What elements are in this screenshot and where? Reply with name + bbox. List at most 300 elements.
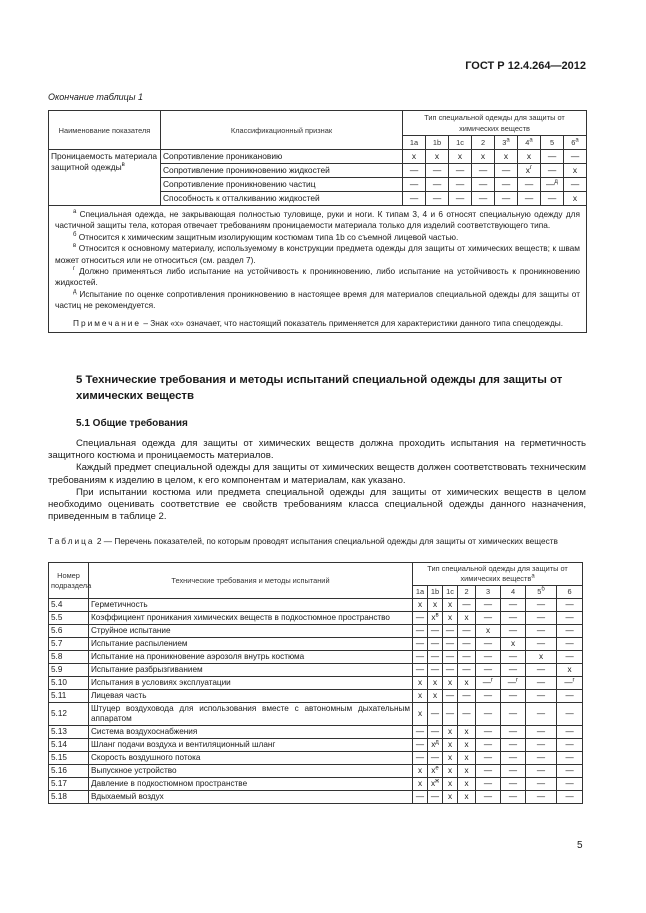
cell-value: — <box>483 753 493 762</box>
type-cell <box>557 703 583 726</box>
type-cell <box>458 739 476 752</box>
type-cell <box>501 612 526 625</box>
table2-type-group-text: Тип специальной одежды для защиты от химических веществ <box>427 564 568 583</box>
requirement-cell: Шланг подачи воздуха и вентиляционный шланг <box>89 739 413 752</box>
cell-value: x <box>447 600 453 609</box>
cell-value: — <box>536 727 546 736</box>
type-cell <box>426 192 449 206</box>
type-cell <box>413 703 428 726</box>
cell-value: — <box>508 766 518 775</box>
cell-value: — <box>508 753 518 762</box>
type-cell <box>443 612 458 625</box>
type-cell <box>501 599 526 612</box>
section-body <box>48 438 586 523</box>
type-cell <box>458 651 476 664</box>
type-label: 1c <box>456 138 464 147</box>
type-cell <box>413 739 428 752</box>
type-cell <box>428 703 443 726</box>
cell-value: — <box>455 179 465 189</box>
cell-value: — <box>565 727 574 736</box>
type-cell <box>413 726 428 739</box>
cell-value: x <box>430 779 436 788</box>
type-cell <box>557 612 583 625</box>
cell-value: — <box>483 709 493 718</box>
type-cell <box>472 150 495 164</box>
cell-value: x <box>538 652 544 661</box>
cell-value: x <box>457 151 463 161</box>
type-cell <box>526 726 557 739</box>
type-cell <box>428 638 443 651</box>
cell-value: — <box>565 626 574 635</box>
type-cell <box>526 651 557 664</box>
type-cell <box>426 150 449 164</box>
type-cell <box>458 752 476 765</box>
type-cell <box>501 726 526 739</box>
type-cell <box>501 664 526 677</box>
type-cell <box>557 690 583 703</box>
type-cell <box>476 625 501 638</box>
cell-value: x <box>447 678 453 687</box>
cell-value: — <box>430 792 440 801</box>
type-label: 5 <box>549 138 555 147</box>
type-cell <box>476 778 501 791</box>
cell-value: — <box>508 652 518 661</box>
cell-value: — <box>508 600 518 609</box>
cell-value: — <box>536 709 546 718</box>
table-row <box>49 726 583 739</box>
type-cell <box>413 612 428 625</box>
cell-value: — <box>536 691 546 700</box>
cell-value: — <box>508 779 518 788</box>
type-cell <box>495 150 518 164</box>
cell-value: x <box>464 779 469 788</box>
cell-value: x <box>567 665 572 674</box>
cell-value: x <box>447 727 453 736</box>
type-cell <box>443 765 458 778</box>
table2-header-number: Номер подраздела <box>49 563 89 599</box>
cell-value: — <box>524 193 534 203</box>
type-cell <box>472 164 495 178</box>
requirement-cell: Испытание разбрызгиванием <box>89 664 413 677</box>
type-cell <box>526 664 557 677</box>
type-label: 2 <box>480 138 486 147</box>
requirement-cell: Система воздухоснабжения <box>89 726 413 739</box>
cell-value: — <box>536 766 546 775</box>
type-cell <box>443 599 458 612</box>
footnote-text: Относится к химическим защитным изолирующим костюмам типа 1b со съемной лицевой частью. <box>76 231 459 242</box>
type-cell <box>557 726 583 739</box>
cell-value: — <box>415 639 425 648</box>
type-header-6 <box>564 136 587 150</box>
cell-value: — <box>445 639 455 648</box>
cell-value: — <box>536 678 546 687</box>
subsection-number: 5.6 <box>49 625 89 638</box>
cell-value: — <box>415 652 425 661</box>
type-label: 1b <box>432 138 442 147</box>
type-cell <box>526 599 557 612</box>
type-cell <box>476 703 501 726</box>
cell-value: x <box>431 613 436 622</box>
type-cell <box>476 664 501 677</box>
cell-value: — <box>483 766 493 775</box>
table2-header-requirements: Технические требования и методы испытаний <box>89 563 413 599</box>
cell-value: x <box>447 792 453 801</box>
type-cell <box>501 677 526 690</box>
type-header-2 <box>472 136 495 150</box>
type-cell <box>526 638 557 651</box>
cell-value: — <box>462 665 471 674</box>
type-cell <box>449 178 472 192</box>
criterion-cell: Сопротивление проникновению жидкостей <box>161 164 403 178</box>
cell-value: — <box>507 678 516 687</box>
type-cell <box>428 765 443 778</box>
cell-value: — <box>415 792 425 801</box>
type-cell <box>501 752 526 765</box>
type-cell <box>564 178 587 192</box>
cell-value: — <box>462 652 471 661</box>
cell-value: — <box>430 709 440 718</box>
cell-value: — <box>565 709 574 718</box>
subsection-number: 5.18 <box>49 791 89 804</box>
type-header-2 <box>458 586 476 599</box>
type-cell <box>501 625 526 638</box>
footnote <box>55 243 580 266</box>
table-row <box>49 690 583 703</box>
type-cell <box>443 638 458 651</box>
type-cell <box>413 791 428 804</box>
cell-value: — <box>536 665 546 674</box>
cell-value: x <box>464 766 469 775</box>
footnote <box>55 209 580 232</box>
footnote-mark: в <box>73 243 77 250</box>
cell-value: x <box>464 740 469 749</box>
footnote-mark: г <box>515 677 519 684</box>
type-cell <box>413 690 428 703</box>
footnote-mark: в <box>435 612 439 619</box>
cell-value: — <box>501 193 511 203</box>
cell-value: — <box>430 639 440 648</box>
cell-value: — <box>432 193 442 203</box>
type-label: 4 <box>525 138 530 147</box>
cell-value: — <box>536 639 546 648</box>
cell-value: — <box>565 691 574 700</box>
cell-value: — <box>432 179 442 189</box>
footnote-mark: ж <box>435 778 440 785</box>
cell-value: — <box>483 652 493 661</box>
type-header-1b <box>426 136 449 150</box>
cell-value: — <box>483 600 493 609</box>
cell-value: x <box>510 639 516 648</box>
cell-value: — <box>547 165 557 175</box>
subsection-number: 5.4 <box>49 599 89 612</box>
table-row <box>49 651 583 664</box>
type-cell <box>443 739 458 752</box>
footnote-mark: д <box>435 739 439 746</box>
cell-value: — <box>524 179 534 189</box>
footnote-mark: б <box>541 586 545 593</box>
criterion-cell: Сопротивление проникановию <box>161 150 403 164</box>
type-cell <box>472 178 495 192</box>
table-row <box>49 778 583 791</box>
footnote <box>55 232 580 243</box>
cell-value: — <box>483 779 493 788</box>
footnote-mark: в <box>121 162 125 169</box>
footnote-mark: а <box>506 137 510 144</box>
type-cell <box>443 664 458 677</box>
criterion-cell: Способность к отталкиванию жидкостей <box>161 192 403 206</box>
requirement-cell: Испытания в условиях эксплуатации <box>89 677 413 690</box>
requirement-cell: Испытание распылением <box>89 638 413 651</box>
requirement-cell: Герметичность <box>89 599 413 612</box>
type-header-3 <box>476 586 501 599</box>
type-cell <box>557 651 583 664</box>
type-header-6 <box>557 586 583 599</box>
type-cell <box>458 703 476 726</box>
cell-value: x <box>572 193 578 203</box>
type-cell <box>458 612 476 625</box>
type-cell <box>413 778 428 791</box>
type-cell <box>526 765 557 778</box>
cell-value: — <box>536 613 546 622</box>
type-cell <box>413 638 428 651</box>
cell-value: — <box>445 665 455 674</box>
type-cell <box>426 164 449 178</box>
subsection-number: 5.14 <box>49 739 89 752</box>
cell-value: — <box>508 665 518 674</box>
cell-value: x <box>464 753 469 762</box>
cell-value: — <box>508 740 518 749</box>
cell-value: — <box>536 740 546 749</box>
type-cell <box>476 739 501 752</box>
cell-value: — <box>430 665 440 674</box>
subsection-number: 5.15 <box>49 752 89 765</box>
type-cell <box>428 739 443 752</box>
cell-value: — <box>536 753 546 762</box>
table2 <box>48 562 583 804</box>
type-cell <box>443 703 458 726</box>
cell-value: — <box>483 792 493 801</box>
table1 <box>48 110 587 333</box>
requirement-cell: Испытание на проникновение аэрозоля внутрь костюма <box>89 651 413 664</box>
cell-value: — <box>570 151 580 161</box>
type-cell <box>541 164 564 178</box>
footnote-mark: а <box>575 137 579 144</box>
type-cell <box>443 625 458 638</box>
type-cell <box>526 739 557 752</box>
cell-value: x <box>525 165 530 175</box>
type-cell <box>501 739 526 752</box>
cell-value: x <box>503 151 509 161</box>
type-cell <box>403 192 426 206</box>
cell-value: — <box>565 652 574 661</box>
type-cell <box>428 625 443 638</box>
cell-value: — <box>462 691 471 700</box>
type-cell <box>413 677 428 690</box>
cell-value: x <box>434 151 440 161</box>
type-cell <box>526 703 557 726</box>
paragraph: Специальная одежда для защиты от химических веществ должна проходить испытания на герметичность защитного костюма и проницаемость материалов. <box>48 438 586 462</box>
table1-header-type-group: Тип специальной одежды для защиты от химических веществ <box>403 111 587 136</box>
cell-value: — <box>565 639 574 648</box>
type-cell <box>476 752 501 765</box>
requirement-cell: Штуцер воздуховода для использования вместе с автономным дыхательным аппаратом <box>89 703 413 726</box>
table-row <box>49 739 583 752</box>
type-cell <box>476 612 501 625</box>
cell-value: — <box>483 613 493 622</box>
type-label: 1a <box>409 138 419 147</box>
cell-value: — <box>547 193 557 203</box>
cell-value: x <box>447 753 453 762</box>
type-cell <box>495 164 518 178</box>
cell-value: — <box>462 709 471 718</box>
cell-value: — <box>508 727 518 736</box>
requirement-cell: Выпускное устройство <box>89 765 413 778</box>
cell-value: — <box>445 626 455 635</box>
cell-value: — <box>508 613 518 622</box>
cell-value: — <box>483 691 493 700</box>
type-header-1b <box>428 586 443 599</box>
table-row <box>49 664 583 677</box>
cell-value: x <box>464 792 469 801</box>
cell-value: — <box>445 709 455 718</box>
cell-value: — <box>508 709 518 718</box>
table2-header-type-group <box>413 563 583 586</box>
subsection-number: 5.5 <box>49 612 89 625</box>
type-cell <box>413 752 428 765</box>
type-cell <box>557 664 583 677</box>
type-header-4 <box>518 136 541 150</box>
cell-value: — <box>508 792 518 801</box>
type-header-1c <box>443 586 458 599</box>
type-label: 1a <box>415 587 425 596</box>
footnote-mark: а <box>73 209 77 216</box>
cell-value: — <box>445 652 455 661</box>
cell-value: — <box>570 179 580 189</box>
cell-value: x <box>417 766 423 775</box>
cell-value: — <box>415 753 425 762</box>
type-label: 6 <box>571 138 576 147</box>
type-cell <box>518 192 541 206</box>
cell-value: — <box>483 727 493 736</box>
cell-value: — <box>501 165 511 175</box>
type-cell <box>518 150 541 164</box>
cell-value: — <box>409 165 419 175</box>
type-cell <box>526 752 557 765</box>
footnote-text: Относится к основному материалу, используемому в конструкции предмета одежды для защиты от химических веществ; к швам может относиться или не относиться (см. раздел 7). <box>55 243 580 265</box>
type-cell <box>403 164 426 178</box>
cell-value: — <box>462 626 471 635</box>
cell-value: x <box>464 613 469 622</box>
type-label: 4 <box>510 587 516 596</box>
subsection-number: 5.9 <box>49 664 89 677</box>
type-cell <box>518 164 541 178</box>
cell-value: — <box>462 639 471 648</box>
cell-value: — <box>430 727 440 736</box>
type-cell <box>428 778 443 791</box>
type-cell <box>501 638 526 651</box>
footnote-text: Испытание по оценке сопротивления проникновению в настоящее время для материалов специальной одежды для защиты от частиц не рекомендуется. <box>55 288 580 311</box>
type-cell <box>557 752 583 765</box>
cell-value: — <box>432 165 442 175</box>
cell-value: — <box>501 179 511 189</box>
cell-value: — <box>478 179 488 189</box>
footnote-text: Специальная одежда, не закрывающая полностью туловище, руки и ноги. К типам 3, 4 и 6 относят специальную одежду для частичной защиты тела, которая отвечает требованиям проницаемости материала только для изделий соответствующего типа. <box>55 209 580 231</box>
cell-value: — <box>415 727 425 736</box>
table-row <box>49 677 583 690</box>
subsection-number: 5.11 <box>49 690 89 703</box>
cell-value: — <box>565 613 574 622</box>
footnote <box>55 289 580 312</box>
type-cell <box>428 726 443 739</box>
page-number: 5 <box>577 840 583 851</box>
cell-value: — <box>565 792 574 801</box>
cell-value: — <box>508 626 518 635</box>
type-cell <box>428 612 443 625</box>
cell-value: — <box>483 740 493 749</box>
footnotes-row <box>49 206 587 333</box>
table-row <box>49 765 583 778</box>
cell-value: x <box>485 626 491 635</box>
type-cell <box>458 625 476 638</box>
cell-value: x <box>464 678 469 687</box>
type-cell <box>413 651 428 664</box>
subsection-number: 5.7 <box>49 638 89 651</box>
type-cell <box>501 765 526 778</box>
footnote-mark: д <box>554 179 558 186</box>
footnote-mark: д <box>73 289 77 296</box>
footnote-text: Должно применяться либо испытание на устойчивость к проникновению, либо испытание на устойчивость к проникновению жидкостей. <box>55 266 580 288</box>
paragraph: При испытании костюма или предмета специальной одежды для защиты от химических веществ в целом необходимо оценивать соответствие ее свойств требованиям класса специальной одежды данного назначения, приведенным в таблице 2. <box>48 486 586 523</box>
type-cell <box>541 192 564 206</box>
footnote-mark: г <box>529 165 533 172</box>
type-cell <box>458 599 476 612</box>
cell-value: — <box>565 740 574 749</box>
type-cell <box>458 791 476 804</box>
type-cell <box>501 703 526 726</box>
footnote <box>55 266 580 289</box>
paragraph: Каждый предмет специальной одежды для защиты от химических веществ должен соответствовать техническим требованиям к изделию в целом, к его компонентам и материалам, как указано. <box>48 462 586 486</box>
type-cell <box>476 726 501 739</box>
cell-value: — <box>565 753 574 762</box>
cell-value: — <box>478 165 488 175</box>
indicator-cell <box>49 150 161 206</box>
type-cell <box>541 150 564 164</box>
table-row <box>49 703 583 726</box>
section-5-1-heading: 5.1 Общие требования <box>76 418 188 429</box>
subsection-number: 5.8 <box>49 651 89 664</box>
table-row <box>49 612 583 625</box>
type-label: 3 <box>485 587 491 596</box>
note-label: Примечание <box>73 317 142 328</box>
type-cell <box>443 778 458 791</box>
cell-value: — <box>415 740 425 749</box>
cell-value: — <box>409 179 419 189</box>
cell-value: x <box>417 600 423 609</box>
cell-value: — <box>565 766 574 775</box>
cell-value: — <box>478 193 488 203</box>
table1-header-name: Наименование показателя <box>49 111 161 150</box>
cell-value: x <box>417 678 423 687</box>
type-header-1a <box>413 586 428 599</box>
table-row <box>49 791 583 804</box>
cell-value: x <box>432 600 438 609</box>
type-header-5 <box>526 586 557 599</box>
type-cell <box>518 178 541 192</box>
cell-value: x <box>411 151 417 161</box>
type-cell <box>557 638 583 651</box>
type-cell <box>443 690 458 703</box>
subsection-number: 5.17 <box>49 778 89 791</box>
